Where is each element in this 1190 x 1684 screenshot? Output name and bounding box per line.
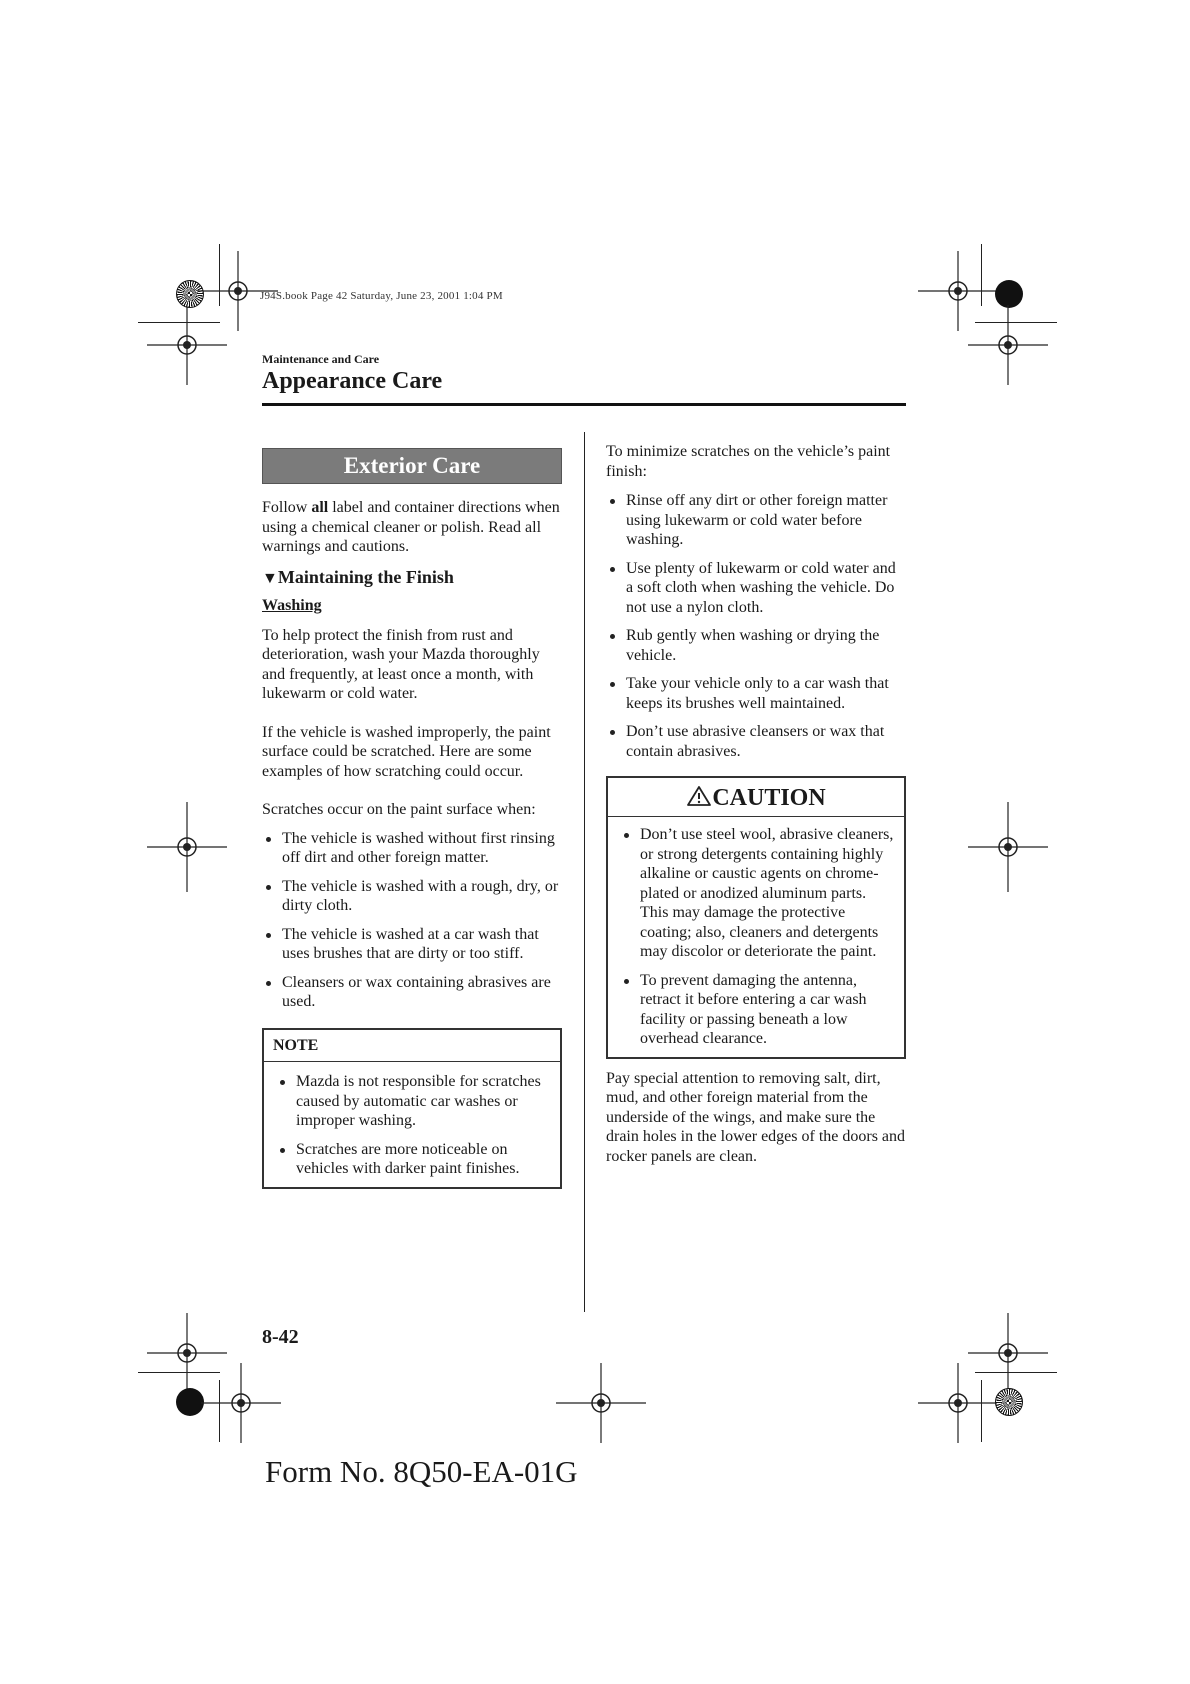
caution-list (608, 817, 904, 1057)
list-item: Mazda is not responsible for scratches caused by automatic car washes or improper washing. (276, 1072, 550, 1131)
registration-burst-icon (995, 1388, 1023, 1416)
note-box (262, 1028, 562, 1189)
form-number: Form No. 8Q50-EA-01G (265, 1454, 578, 1489)
title-rule (262, 403, 906, 406)
list-item: Take your vehicle only to a car wash that keeps its brushes well maintained. (606, 674, 906, 713)
book-info: J94S.book Page 42 Saturday, June 23, 2001 1:04 PM (260, 290, 503, 302)
crosshair-icon (963, 300, 1053, 390)
warning-triangle-icon (686, 785, 712, 807)
list-item: Don’t use steel wool, abrasive cleaners, or strong detergents containing highly alkaline or caustic agents on chrome-plated or anodized aluminum parts. This may damage the protective coating; also, cleaners and detergents may discolor or deteriorate the paint. (620, 825, 894, 962)
list-item: Rinse off any dirt or other foreign matter using lukewarm or cold water before washing. (606, 491, 906, 550)
scratch-causes-list (262, 829, 562, 1012)
section-label: Maintenance and Care (262, 352, 380, 366)
crop-line (981, 1380, 982, 1442)
crosshair-icon (556, 1358, 646, 1448)
paragraph: To minimize scratches on the vehicle’s paint finish: (606, 443, 891, 480)
list-item: Rub gently when washing or drying the vehicle. (606, 626, 906, 665)
crosshair-icon (196, 1358, 286, 1448)
crosshair-icon (913, 1358, 1003, 1448)
intro-paragraph: Follow all label and container directions when using a chemical cleaner or polish. Read all warnings and cautions. (262, 499, 560, 555)
left-column (262, 448, 562, 1189)
list-item: The vehicle is washed without first rinsing off dirt and other foreign matter. (262, 829, 562, 868)
crosshair-icon (142, 802, 232, 892)
list-item: To prevent damaging the antenna, retract it before entering a car wash facility or passing beneath a low overhead clearance. (620, 971, 894, 1049)
list-item: Scratches are more noticeable on vehicles with darker paint finishes. (276, 1140, 550, 1179)
caution-heading: CAUTION (608, 778, 904, 817)
paragraph: To help protect the finish from rust and deterioration, wash your Mazda thoroughly and frequently, at least once a month, with lukewarm or cold water. (262, 626, 540, 702)
crosshair-icon (142, 300, 232, 390)
crop-line (219, 244, 220, 306)
closing-paragraph: Pay special attention to removing salt, dirt, mud, and other foreign material from the underside of the wings, and make sure the drain holes in the lower edges of the doors and rocker panels are clean. (606, 1069, 906, 1165)
maintaining-finish-heading: ▼Maintaining the Finish (262, 566, 454, 587)
list-item: Cleansers or wax containing abrasives are used. (262, 973, 562, 1012)
list-item: The vehicle is washed with a rough, dry, or dirty cloth. (262, 877, 562, 916)
crosshair-icon (963, 802, 1053, 892)
list-item: The vehicle is washed at a car wash that uses brushes that are dirty or too stiff. (262, 925, 562, 964)
minimize-scratches-list (606, 491, 906, 761)
caution-box (606, 776, 906, 1059)
page-number: 8-42 (262, 1326, 299, 1348)
note-heading: NOTE (264, 1030, 560, 1063)
washing-heading: Washing (262, 597, 322, 614)
paragraph: If the vehicle is washed improperly, the paint surface could be scratched. Here are some examples of how scratching could occur. (262, 723, 551, 780)
paragraph: Scratches occur on the paint surface when: (262, 801, 536, 818)
triangle-marker-icon: ▼ (262, 569, 278, 587)
note-list (264, 1062, 560, 1187)
list-item: Don’t use abrasive cleansers or wax that contain abrasives. (606, 722, 906, 761)
page-title: Appearance Care (262, 368, 443, 394)
exterior-care-banner: Exterior Care (262, 448, 562, 484)
right-column (606, 442, 906, 1166)
crop-line (981, 244, 982, 306)
list-item: Use plenty of lukewarm or cold water and a soft cloth when washing the vehicle. Do not use a nylon cloth. (606, 559, 906, 618)
column-divider (584, 432, 585, 1312)
